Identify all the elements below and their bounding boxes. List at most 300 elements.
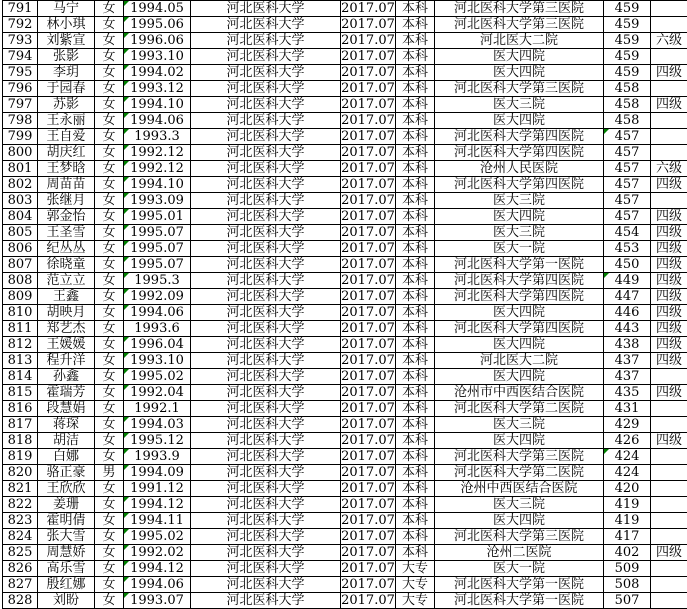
- cell-score-with-text-number-flag-icon[interactable]: 457: [604, 129, 651, 145]
- cell-grad[interactable]: 2017.07: [341, 497, 396, 513]
- cell-name[interactable]: 王永丽: [38, 113, 95, 129]
- cell-level[interactable]: 四级: [651, 241, 687, 257]
- cell-name[interactable]: 胡映月: [38, 305, 95, 321]
- cell-gender[interactable]: 女: [95, 209, 124, 225]
- cell-univ[interactable]: 河北医科大学: [191, 33, 341, 49]
- cell-gender[interactable]: 女: [95, 593, 124, 609]
- cell-gender[interactable]: 女: [95, 353, 124, 369]
- cell-degree[interactable]: 本科: [396, 465, 435, 481]
- cell-hospital[interactable]: 医大三院: [435, 417, 604, 433]
- cell-degree[interactable]: 本科: [396, 81, 435, 97]
- cell-univ[interactable]: 河北医科大学: [191, 17, 341, 33]
- cell-birth-with-text-number-flag-icon[interactable]: 1994.06: [124, 577, 191, 593]
- cell-univ[interactable]: 河北医科大学: [191, 177, 341, 193]
- cell-name[interactable]: 王媛媛: [38, 337, 95, 353]
- cell-name[interactable]: 蒋琛: [38, 417, 95, 433]
- cell-score[interactable]: 459: [604, 49, 651, 65]
- cell-gender[interactable]: 男: [95, 465, 124, 481]
- cell-grad[interactable]: 2017.07: [341, 241, 396, 257]
- cell-level[interactable]: [651, 497, 687, 513]
- cell-grad[interactable]: 2017.07: [341, 353, 396, 369]
- cell-birth[interactable]: 1991.12: [124, 481, 191, 497]
- cell-no[interactable]: 801: [3, 161, 38, 177]
- cell-no[interactable]: 804: [3, 209, 38, 225]
- cell-hospital[interactable]: 河北医科大学第三医院: [435, 529, 604, 545]
- cell-no[interactable]: 793: [3, 33, 38, 49]
- cell-degree[interactable]: 本科: [396, 433, 435, 449]
- cell-birth-with-text-number-flag-icon[interactable]: 1993.10: [124, 353, 191, 369]
- cell-hospital[interactable]: 河北医科大学第三医院: [435, 1, 604, 17]
- cell-score[interactable]: 457: [604, 145, 651, 161]
- cell-level[interactable]: 四级: [651, 65, 687, 81]
- cell-univ[interactable]: 河北医科大学: [191, 417, 341, 433]
- cell-score[interactable]: 508: [604, 577, 651, 593]
- cell-no[interactable]: 803: [3, 193, 38, 209]
- cell-birth-with-text-number-flag-icon[interactable]: 1994.06: [124, 113, 191, 129]
- cell-level[interactable]: 四级: [651, 177, 687, 193]
- cell-univ[interactable]: 河北医科大学: [191, 497, 341, 513]
- cell-name[interactable]: 纪丛丛: [38, 241, 95, 257]
- cell-no[interactable]: 820: [3, 465, 38, 481]
- cell-degree[interactable]: 本科: [396, 209, 435, 225]
- cell-degree[interactable]: 本科: [396, 49, 435, 65]
- cell-no[interactable]: 815: [3, 385, 38, 401]
- cell-gender[interactable]: 女: [95, 433, 124, 449]
- cell-score[interactable]: 420: [604, 481, 651, 497]
- cell-birth-with-text-number-flag-icon[interactable]: 1992.12: [124, 145, 191, 161]
- cell-level[interactable]: [651, 465, 687, 481]
- cell-gender[interactable]: 女: [95, 529, 124, 545]
- cell-name[interactable]: 林小琪: [38, 17, 95, 33]
- cell-no[interactable]: 821: [3, 481, 38, 497]
- cell-univ[interactable]: 河北医科大学: [191, 225, 341, 241]
- cell-name[interactable]: 王鑫: [38, 289, 95, 305]
- cell-univ[interactable]: 河北医科大学: [191, 241, 341, 257]
- cell-level[interactable]: [651, 561, 687, 577]
- cell-name[interactable]: 苏影: [38, 97, 95, 113]
- cell-level[interactable]: [651, 593, 687, 609]
- cell-birth-with-text-number-flag-icon[interactable]: 1994.03: [124, 417, 191, 433]
- cell-no[interactable]: 796: [3, 81, 38, 97]
- cell-score[interactable]: 454: [604, 225, 651, 241]
- cell-birth-with-text-number-flag-icon[interactable]: 1993.12: [124, 81, 191, 97]
- cell-birth-with-text-number-flag-icon[interactable]: 1995.02: [124, 369, 191, 385]
- cell-no[interactable]: 822: [3, 497, 38, 513]
- cell-hospital[interactable]: 河北医科大学第二医院: [435, 401, 604, 417]
- cell-name[interactable]: 张影: [38, 49, 95, 65]
- cell-score[interactable]: 424: [604, 465, 651, 481]
- cell-birth-with-text-number-flag-icon[interactable]: 1992.02: [124, 545, 191, 561]
- cell-grad[interactable]: 2017.07: [341, 273, 396, 289]
- cell-birth-with-text-number-flag-icon[interactable]: 1995.07: [124, 225, 191, 241]
- cell-name[interactable]: 周苗苗: [38, 177, 95, 193]
- cell-level[interactable]: 四级: [651, 209, 687, 225]
- cell-birth-with-text-number-flag-icon[interactable]: 1992.04: [124, 385, 191, 401]
- cell-gender[interactable]: 女: [95, 337, 124, 353]
- cell-degree[interactable]: 本科: [396, 497, 435, 513]
- cell-birth-with-text-number-flag-icon[interactable]: 1994.10: [124, 177, 191, 193]
- cell-no[interactable]: 825: [3, 545, 38, 561]
- cell-univ[interactable]: 河北医科大学: [191, 353, 341, 369]
- cell-birth-with-text-number-flag-icon[interactable]: 1993.9: [124, 449, 191, 465]
- cell-gender[interactable]: 女: [95, 305, 124, 321]
- cell-gender[interactable]: 女: [95, 321, 124, 337]
- cell-degree[interactable]: 本科: [396, 17, 435, 33]
- cell-name[interactable]: 高乐雪: [38, 561, 95, 577]
- cell-gender[interactable]: 女: [95, 97, 124, 113]
- cell-score[interactable]: 457: [604, 161, 651, 177]
- cell-birth-with-text-number-flag-icon[interactable]: 1995.07: [124, 241, 191, 257]
- cell-name[interactable]: 范立立: [38, 273, 95, 289]
- cell-gender[interactable]: 女: [95, 385, 124, 401]
- cell-level[interactable]: [651, 49, 687, 65]
- cell-no[interactable]: 816: [3, 401, 38, 417]
- cell-hospital[interactable]: 医大三院: [435, 225, 604, 241]
- cell-name[interactable]: 周慧娇: [38, 545, 95, 561]
- cell-score-with-text-number-flag-icon[interactable]: 424: [604, 449, 651, 465]
- cell-gender[interactable]: 女: [95, 177, 124, 193]
- cell-degree[interactable]: 本科: [396, 145, 435, 161]
- cell-hospital[interactable]: 沧州人民医院: [435, 161, 604, 177]
- cell-degree[interactable]: 本科: [396, 369, 435, 385]
- cell-gender[interactable]: 女: [95, 449, 124, 465]
- cell-score[interactable]: 438: [604, 337, 651, 353]
- cell-gender[interactable]: 女: [95, 273, 124, 289]
- cell-hospital[interactable]: 沧州市中西医结合医院: [435, 385, 604, 401]
- cell-univ[interactable]: 河北医科大学: [191, 129, 341, 145]
- cell-hospital[interactable]: 医大四院: [435, 369, 604, 385]
- cell-grad[interactable]: 2017.07: [341, 321, 396, 337]
- cell-hospital[interactable]: 医大一院: [435, 241, 604, 257]
- cell-grad[interactable]: 2017.07: [341, 161, 396, 177]
- cell-degree[interactable]: 本科: [396, 129, 435, 145]
- cell-univ[interactable]: 河北医科大学: [191, 545, 341, 561]
- cell-gender[interactable]: 女: [95, 369, 124, 385]
- cell-level[interactable]: [651, 449, 687, 465]
- cell-level[interactable]: 四级: [651, 97, 687, 113]
- cell-birth-with-text-number-flag-icon[interactable]: 1992.09: [124, 289, 191, 305]
- cell-level[interactable]: [651, 401, 687, 417]
- cell-level[interactable]: [651, 577, 687, 593]
- cell-birth-with-text-number-flag-icon[interactable]: 1993.10: [124, 49, 191, 65]
- cell-name[interactable]: 王欣欣: [38, 481, 95, 497]
- cell-degree[interactable]: 本科: [396, 481, 435, 497]
- cell-hospital[interactable]: 医大四院: [435, 305, 604, 321]
- cell-hospital[interactable]: 河北医大二院: [435, 353, 604, 369]
- cell-level[interactable]: [651, 1, 687, 17]
- cell-grad[interactable]: 2017.07: [341, 513, 396, 529]
- cell-hospital[interactable]: 河北医科大学第二医院: [435, 465, 604, 481]
- cell-level[interactable]: [651, 529, 687, 545]
- cell-score[interactable]: 419: [604, 513, 651, 529]
- cell-birth-with-text-number-flag-icon[interactable]: 1995.3: [124, 273, 191, 289]
- cell-level[interactable]: [651, 129, 687, 145]
- cell-grad[interactable]: 2017.07: [341, 369, 396, 385]
- cell-grad[interactable]: 2017.07: [341, 289, 396, 305]
- cell-birth-with-text-number-flag-icon[interactable]: 1992.12: [124, 161, 191, 177]
- cell-univ[interactable]: 河北医科大学: [191, 113, 341, 129]
- cell-score[interactable]: 437: [604, 353, 651, 369]
- cell-univ[interactable]: 河北医科大学: [191, 65, 341, 81]
- cell-name[interactable]: 孙鑫: [38, 369, 95, 385]
- cell-birth-with-text-number-flag-icon[interactable]: 1994.12: [124, 497, 191, 513]
- cell-univ[interactable]: 河北医科大学: [191, 49, 341, 65]
- cell-gender[interactable]: 女: [95, 65, 124, 81]
- cell-birth-with-text-number-flag-icon[interactable]: 1996.04: [124, 337, 191, 353]
- cell-score[interactable]: 458: [604, 113, 651, 129]
- cell-gender[interactable]: 女: [95, 33, 124, 49]
- cell-grad[interactable]: 2017.07: [341, 1, 396, 17]
- cell-univ[interactable]: 河北医科大学: [191, 593, 341, 609]
- cell-name[interactable]: 白娜: [38, 449, 95, 465]
- cell-grad[interactable]: 2017.07: [341, 561, 396, 577]
- cell-grad[interactable]: 2017.07: [341, 65, 396, 81]
- cell-level[interactable]: 四级: [651, 385, 687, 401]
- cell-no[interactable]: 807: [3, 257, 38, 273]
- cell-birth-with-text-number-flag-icon[interactable]: 1993.09: [124, 193, 191, 209]
- cell-hospital[interactable]: 医大四院: [435, 49, 604, 65]
- cell-no[interactable]: 791: [3, 1, 38, 17]
- cell-birth-with-text-number-flag-icon[interactable]: 1995.06: [124, 17, 191, 33]
- cell-degree[interactable]: 本科: [396, 305, 435, 321]
- cell-no[interactable]: 794: [3, 49, 38, 65]
- cell-grad[interactable]: 2017.07: [341, 97, 396, 113]
- cell-level[interactable]: [651, 81, 687, 97]
- cell-gender[interactable]: 女: [95, 289, 124, 305]
- cell-univ[interactable]: 河北医科大学: [191, 273, 341, 289]
- cell-score[interactable]: 402: [604, 545, 651, 561]
- cell-level[interactable]: [651, 17, 687, 33]
- cell-hospital[interactable]: 医大三院: [435, 193, 604, 209]
- cell-degree[interactable]: 本科: [396, 193, 435, 209]
- cell-gender[interactable]: 女: [95, 241, 124, 257]
- cell-grad[interactable]: 2017.07: [341, 577, 396, 593]
- cell-univ[interactable]: 河北医科大学: [191, 161, 341, 177]
- cell-degree[interactable]: 本科: [396, 401, 435, 417]
- cell-degree[interactable]: 本科: [396, 273, 435, 289]
- cell-univ[interactable]: 河北医科大学: [191, 465, 341, 481]
- cell-degree[interactable]: 本科: [396, 289, 435, 305]
- cell-hospital[interactable]: 河北医科大学第一医院: [435, 257, 604, 273]
- cell-grad[interactable]: 2017.07: [341, 113, 396, 129]
- cell-score[interactable]: 419: [604, 497, 651, 513]
- cell-name[interactable]: 段慧娟: [38, 401, 95, 417]
- cell-score[interactable]: 417: [604, 529, 651, 545]
- cell-grad[interactable]: 2017.07: [341, 385, 396, 401]
- cell-hospital[interactable]: 医大四院: [435, 513, 604, 529]
- cell-univ[interactable]: 河北医科大学: [191, 321, 341, 337]
- cell-score[interactable]: 443: [604, 321, 651, 337]
- cell-gender[interactable]: 女: [95, 113, 124, 129]
- cell-univ[interactable]: 河北医科大学: [191, 193, 341, 209]
- cell-univ[interactable]: 河北医科大学: [191, 385, 341, 401]
- cell-birth-with-text-number-flag-icon[interactable]: 1994.06: [124, 305, 191, 321]
- cell-gender[interactable]: 女: [95, 225, 124, 241]
- cell-degree[interactable]: 本科: [396, 321, 435, 337]
- cell-hospital[interactable]: 医大三院: [435, 97, 604, 113]
- cell-grad[interactable]: 2017.07: [341, 177, 396, 193]
- cell-degree[interactable]: 本科: [396, 257, 435, 273]
- cell-hospital[interactable]: 河北医科大学第四医院: [435, 177, 604, 193]
- cell-score[interactable]: 457: [604, 177, 651, 193]
- cell-grad[interactable]: 2017.07: [341, 305, 396, 321]
- cell-no[interactable]: 795: [3, 65, 38, 81]
- cell-name[interactable]: 刘紫宣: [38, 33, 95, 49]
- cell-name[interactable]: 张大雪: [38, 529, 95, 545]
- cell-degree[interactable]: 本科: [396, 225, 435, 241]
- cell-degree[interactable]: 本科: [396, 113, 435, 129]
- cell-score[interactable]: 507: [604, 593, 651, 609]
- cell-name[interactable]: 郑艺杰: [38, 321, 95, 337]
- cell-grad[interactable]: 2017.07: [341, 145, 396, 161]
- cell-grad[interactable]: 2017.07: [341, 49, 396, 65]
- cell-univ[interactable]: 河北医科大学: [191, 97, 341, 113]
- cell-level[interactable]: [651, 481, 687, 497]
- cell-univ[interactable]: 河北医科大学: [191, 305, 341, 321]
- cell-grad[interactable]: 2017.07: [341, 529, 396, 545]
- cell-score[interactable]: 459: [604, 33, 651, 49]
- cell-score[interactable]: 459: [604, 17, 651, 33]
- cell-no[interactable]: 798: [3, 113, 38, 129]
- cell-hospital[interactable]: 河北医科大学第四医院: [435, 273, 604, 289]
- cell-level[interactable]: [651, 369, 687, 385]
- cell-name[interactable]: 刘盼: [38, 593, 95, 609]
- cell-level[interactable]: [651, 513, 687, 529]
- cell-gender[interactable]: 女: [95, 545, 124, 561]
- cell-degree[interactable]: 本科: [396, 545, 435, 561]
- cell-score[interactable]: 457: [604, 193, 651, 209]
- cell-birth-with-text-number-flag-icon[interactable]: 1995.07: [124, 257, 191, 273]
- cell-score[interactable]: 459: [604, 1, 651, 17]
- cell-score[interactable]: 459: [604, 65, 651, 81]
- cell-degree[interactable]: 本科: [396, 417, 435, 433]
- cell-univ[interactable]: 河北医科大学: [191, 529, 341, 545]
- cell-score[interactable]: 446: [604, 305, 651, 321]
- cell-degree[interactable]: 大专: [396, 593, 435, 609]
- cell-level[interactable]: [651, 113, 687, 129]
- cell-hospital[interactable]: 医大三院: [435, 497, 604, 513]
- cell-univ[interactable]: 河北医科大学: [191, 577, 341, 593]
- cell-gender[interactable]: 女: [95, 577, 124, 593]
- cell-univ[interactable]: 河北医科大学: [191, 209, 341, 225]
- cell-score[interactable]: 431: [604, 401, 651, 417]
- cell-no[interactable]: 809: [3, 289, 38, 305]
- cell-name[interactable]: 马宁: [38, 1, 95, 17]
- cell-hospital[interactable]: 河北医科大学第一医院: [435, 577, 604, 593]
- cell-grad[interactable]: 2017.07: [341, 193, 396, 209]
- cell-degree[interactable]: 本科: [396, 353, 435, 369]
- cell-degree[interactable]: 本科: [396, 385, 435, 401]
- cell-gender[interactable]: 女: [95, 49, 124, 65]
- cell-grad[interactable]: 2017.07: [341, 449, 396, 465]
- cell-score[interactable]: 437: [604, 369, 651, 385]
- cell-level[interactable]: [651, 193, 687, 209]
- cell-univ[interactable]: 河北医科大学: [191, 481, 341, 497]
- cell-birth-with-text-number-flag-icon[interactable]: 1994.05: [124, 1, 191, 17]
- cell-name[interactable]: 王梦晗: [38, 161, 95, 177]
- cell-gender[interactable]: 女: [95, 129, 124, 145]
- cell-degree[interactable]: 本科: [396, 65, 435, 81]
- cell-gender[interactable]: 女: [95, 161, 124, 177]
- cell-name[interactable]: 骆正豪: [38, 465, 95, 481]
- cell-grad[interactable]: 2017.07: [341, 17, 396, 33]
- cell-level[interactable]: 四级: [651, 353, 687, 369]
- cell-grad[interactable]: 2017.07: [341, 481, 396, 497]
- cell-univ[interactable]: 河北医科大学: [191, 401, 341, 417]
- cell-grad[interactable]: 2017.07: [341, 465, 396, 481]
- cell-score[interactable]: 426: [604, 433, 651, 449]
- cell-name[interactable]: 于园春: [38, 81, 95, 97]
- cell-birth[interactable]: 1993.6: [124, 321, 191, 337]
- cell-hospital[interactable]: 医大四院: [435, 209, 604, 225]
- cell-name[interactable]: 郭金怡: [38, 209, 95, 225]
- cell-univ[interactable]: 河北医科大学: [191, 81, 341, 97]
- cell-hospital[interactable]: 医大四院: [435, 337, 604, 353]
- cell-birth-with-text-number-flag-icon[interactable]: 1993.3: [124, 129, 191, 145]
- cell-degree[interactable]: 本科: [396, 1, 435, 17]
- cell-grad[interactable]: 2017.07: [341, 257, 396, 273]
- cell-hospital[interactable]: 河北医科大学第四医院: [435, 321, 604, 337]
- cell-hospital[interactable]: 河北医科大学第四医院: [435, 289, 604, 305]
- cell-birth-with-text-number-flag-icon[interactable]: 1994.09: [124, 465, 191, 481]
- cell-univ[interactable]: 河北医科大学: [191, 513, 341, 529]
- cell-level[interactable]: 四级: [651, 545, 687, 561]
- cell-birth-with-text-number-flag-icon[interactable]: 1994.11: [124, 513, 191, 529]
- cell-no[interactable]: 799: [3, 129, 38, 145]
- cell-degree[interactable]: 本科: [396, 241, 435, 257]
- cell-hospital[interactable]: 河北医科大学第三医院: [435, 449, 604, 465]
- cell-no[interactable]: 800: [3, 145, 38, 161]
- cell-degree[interactable]: 本科: [396, 513, 435, 529]
- cell-degree[interactable]: 本科: [396, 161, 435, 177]
- cell-degree[interactable]: 本科: [396, 97, 435, 113]
- cell-gender[interactable]: 女: [95, 417, 124, 433]
- cell-grad[interactable]: 2017.07: [341, 129, 396, 145]
- cell-no[interactable]: 805: [3, 225, 38, 241]
- cell-name[interactable]: 徐晓童: [38, 257, 95, 273]
- cell-no[interactable]: 797: [3, 97, 38, 113]
- cell-no[interactable]: 824: [3, 529, 38, 545]
- cell-univ[interactable]: 河北医科大学: [191, 337, 341, 353]
- cell-degree[interactable]: 本科: [396, 449, 435, 465]
- cell-no[interactable]: 818: [3, 433, 38, 449]
- cell-gender[interactable]: 女: [95, 497, 124, 513]
- cell-grad[interactable]: 2017.07: [341, 433, 396, 449]
- cell-degree[interactable]: 大专: [396, 561, 435, 577]
- cell-no[interactable]: 823: [3, 513, 38, 529]
- cell-birth-with-text-number-flag-icon[interactable]: 1994.02: [124, 65, 191, 81]
- cell-grad[interactable]: 2017.07: [341, 225, 396, 241]
- cell-univ[interactable]: 河北医科大学: [191, 369, 341, 385]
- cell-hospital[interactable]: 河北医科大学第三医院: [435, 17, 604, 33]
- cell-gender[interactable]: 女: [95, 1, 124, 17]
- cell-gender[interactable]: 女: [95, 561, 124, 577]
- cell-grad[interactable]: 2017.07: [341, 33, 396, 49]
- cell-hospital[interactable]: 河北医科大学第四医院: [435, 129, 604, 145]
- cell-score[interactable]: 447: [604, 289, 651, 305]
- cell-no[interactable]: 808: [3, 273, 38, 289]
- cell-level[interactable]: 四级: [651, 305, 687, 321]
- cell-score[interactable]: 435: [604, 385, 651, 401]
- cell-univ[interactable]: 河北医科大学: [191, 257, 341, 273]
- cell-name[interactable]: 姜珊: [38, 497, 95, 513]
- cell-level[interactable]: [651, 145, 687, 161]
- cell-grad[interactable]: 2017.07: [341, 337, 396, 353]
- cell-gender[interactable]: 女: [95, 481, 124, 497]
- cell-grad[interactable]: 2017.07: [341, 401, 396, 417]
- cell-hospital[interactable]: 医大四院: [435, 433, 604, 449]
- cell-birth-with-text-number-flag-icon[interactable]: 1994.10: [124, 97, 191, 113]
